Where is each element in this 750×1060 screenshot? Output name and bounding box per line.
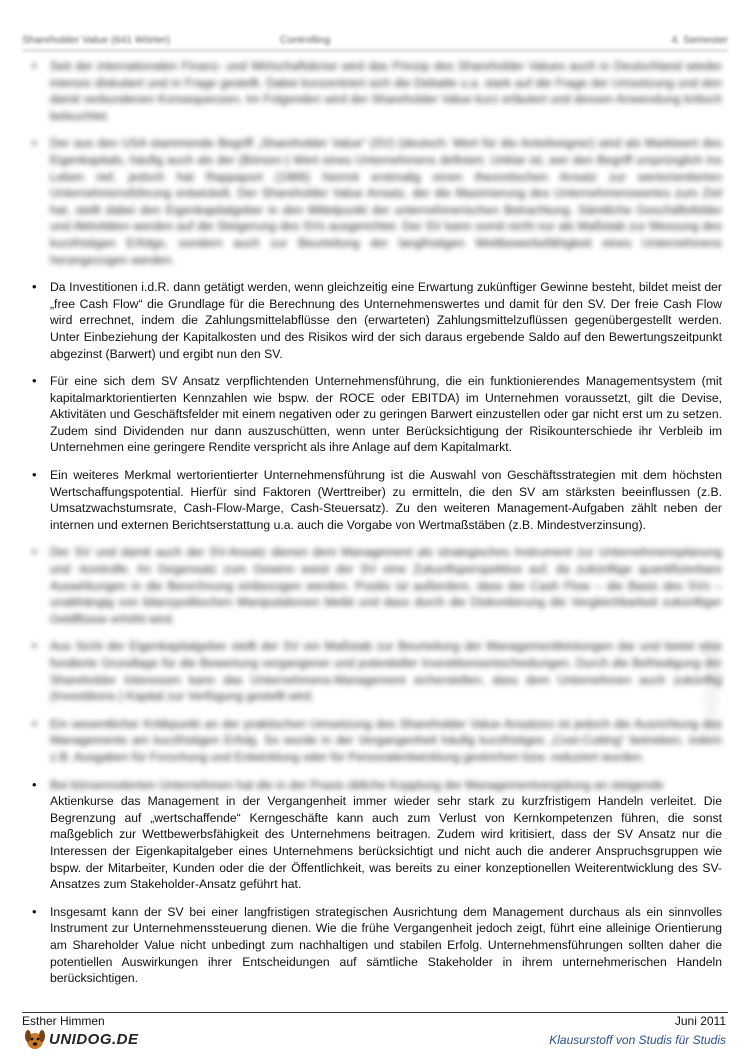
header-semester: 4. Semester xyxy=(671,34,728,46)
paragraph-criticism: • Ein wesentlicher Kritikpunkt an der praktischen Umsetzung des Shareholder Value Ansatzes ist jedoch die Ausrichtung des Managements am kurzfristigen Erfolg. So wurde in der Vergangenheit häufig kurzfristiges „Cost-Cutting“ betrieben, indem z.B. Ausgaben für Forschung und Entwicklung oder für Personalentwicklung gestrichen bzw. reduziert wurden. xyxy=(28,716,722,766)
paragraph-definition: • Der aus den USA stammende Begriff „Shareholder Value“ (SV) (deutsch: Wert für die Anteilseigner) wird als Marktwert des Eigenkapitals, häufig auch als der (Börsen-) Wert eines Unternehmens definiert. Unklar ist, wer den Begriff ursprünglich ins Leben rief, jedoch hat Rappaport (1986) hiermit erstmalig einen theoretischen Ansatz zur wertorientierten Unternehmensführung entwickelt. Der Shareholder Value Ansatz, der die Maximierung des Unternehmenswertes zum Ziel hat, stellt dabei den Eigenkapitalgeber in den Mittelpunkt der unternehmerischen Betrachtung. Sämtliche Geschäftsfelder und Aktivitäten werden auf die Steigerung des SVs ausgerichtet. Der SV kann somit nicht nur als Maßstab zur Messung des kurzfristigen Erfolgs, sondern auch zur Beurteilung der langfristigen Wettbewerbsfähigkeit eines Unternehmens herangezogen werden. xyxy=(28,135,722,268)
paragraph-intro: • Seit der internationalen Finanz- und Wirtschaftskrise wird das Prinzip des Shareholder Values auch in Deutschland wieder intensiv diskutiert und in Frage gestellt. Dabei konzentriert sich die Debatte u.a. stark auf die Frage der Umsetzung und den damit verbundenen Konsequenzen. Im Folgenden wird der Shareholder Value kurz erläutert und dessen Anwendung kritisch beleuchtet. xyxy=(28,58,722,124)
footer-tagline: Klausurstoff von Studis für Studis xyxy=(549,1033,726,1047)
paragraph-cash-flow: • Da Investitionen i.d.R. dann getätigt werden, wenn gleichzeitig eine Erwartung zukünftiger Gewinne besteht, bildet meist der „free Cash Flow“ die Grundlage für die Berechnung des Unternehmenswertes und damit für den SV. Der freie Cash Flow wird errechnet, indem die Zahlungsmittelabflüsse den (erwarteten) Zahlungsmittelzuflüssen gegenübergestellt werden. Unter Einbeziehung der Kapitalkosten und des Risikos wird der sich daraus ergebende Saldo auf den Bewertungszeitpunkt abgezinst (Barwert) und ergibt nun den SV. xyxy=(28,279,722,362)
paragraph-short-term xyxy=(28,777,722,893)
logo-text: UNIDOG.DE xyxy=(49,1030,139,1048)
page-header xyxy=(22,32,728,51)
header-title: Shareholder Value (641 Wörter) xyxy=(22,34,171,46)
paragraph-short-term-text: Aktienkurse das Management in der Vergangenheit immer wieder sehr stark zu kurzfristigem Handeln verleitet. Die Begrenzung auf „wertschaffende“ Kerngeschäfte kann auch zum Verlust von Kernkompetenzen führen, die sonst maßgeblich zur Wettbewerbsfähigkeit des Unternehmens beitragen. Zudem wird kritisiert, dass der SV Ansatz nur die Interessen der Eigenkapitalgeber eines Unternehmens berücksichtigt und nicht auch die anderer Anspruchsgruppen wie bspw. der Mitarbeiter, Kunden oder die der Öffentlichkeit, was bereits zu einer konzeptionellen Weiterentwicklung des SV-Ansatzes zum Stakeholder-Ansatz geführt hat. xyxy=(50,794,722,892)
paragraph-instrument: • Der SV und damit auch der SV-Ansatz dienen dem Management als strategisches Instrument zur Unternehmensplanung und -kontrolle. Im Gegensatz zum Gewinn weist der SV eine Zukunftsperspektive auf, da zukünftige quantifizierbare Auswirkungen in die Berechnung einbezogen werden. Positiv ist außerdem, dass der Cash Flow – die Basis des SVs – unabhängig von bilanzpolitischen Manipulationen bleibt und dass durch die Diskontierung die Vergleichbarkeit zukünftiger Geldflüsse erhöht wird. xyxy=(28,544,722,627)
footer-divider xyxy=(22,1012,728,1013)
footer-author: Esther Himmen xyxy=(22,1014,105,1028)
paragraph-short-term-blurred: • Bei börsennotierten Unternehmen hat die in der Praxis übliche Kopplung der Managementvergütung an steigende xyxy=(50,777,664,792)
dog-icon xyxy=(24,1027,46,1051)
document-body xyxy=(28,58,722,998)
unidog-logo[interactable] xyxy=(24,1027,139,1051)
footer-date: Juni 2011 xyxy=(674,1014,726,1028)
paragraph-investor-view: • Aus Sicht der Eigenkapitalgeber stellt der SV ein Maßstab zur Beurteilung der Managementleistungen dar und bietet eine fundierte Grundlage für die Bewertung vergangener und potentieller Investitionsentscheidungen. Durch die Befriedigung der Shareholder Interessen kann das Unternehmens-Management sicherstellen, dass dem Unternehmen auch zukünftig (Investitions-) Kapital zur Verfügung gestellt wird. xyxy=(28,638,722,704)
watermark-icon xyxy=(690,600,730,740)
paragraph-strategy: • Ein weiteres Merkmal wertorientierter Unternehmensführung ist die Auswahl von Geschäftsstrategien mit dem höchsten Wertschaffungspotential. Hierfür sind Faktoren (Werttreiber) zu ermitteln, die den SV am stärksten beeinflussen (z.B. Umsatzwachstumsrate, Cash-Flow-Marge, Cash-Steuersatz). Zu den weiteren Management-Aufgaben zählt neben der internen und externen Berichtserstattung u.a. auch die Vorgabe von Wertmaßstäben (z.B. Mindestverzinsung). xyxy=(28,467,722,533)
watermark-text: unidog.de xyxy=(698,638,723,735)
paragraph-conclusion: • Insgesamt kann der SV bei einer langfristigen strategischen Ausrichtung dem Management durchaus als ein sinnvolles Instrument zur Unternehmenssteuerung dienen. Wie die frühe Vergangenheit jedoch zeigt, führt eine alleinige Orientierung am Shareholder Value nicht unbedingt zum nachhaltigen und stabilen Erfolg. Unternehmensführungen sollten daher die potentiellen Auswirkungen ihrer Entscheidungen auf sämtliche Stakeholder in ihrem unternehmerischen Handeln berücksichtigen. xyxy=(28,904,722,987)
paragraph-management: • Für eine sich dem SV Ansatz verpflichtenden Unternehmensführung, die ein funktionierendes Managementsystem (mit kapitalmarktorientierten Kennzahlen wie bspw. der ROCE oder EBITDA) im Unternehmen voraussetzt, gilt die Devise, Aktivitäten und Geschäftsfelder mit einem negativen oder zu geringen Barwert einzustellen oder gar nicht erst um zu setzen. Zudem sind Dividenden nur dann auszuschütten, wenn unter Berücksichtigung der Risikounterschiede ihr Verbleib im Unternehmen eine geringere Rendite verspricht als ihre Anlage auf dem Kapitalmarkt. xyxy=(28,373,722,456)
header-subject: Controlling xyxy=(280,34,331,46)
